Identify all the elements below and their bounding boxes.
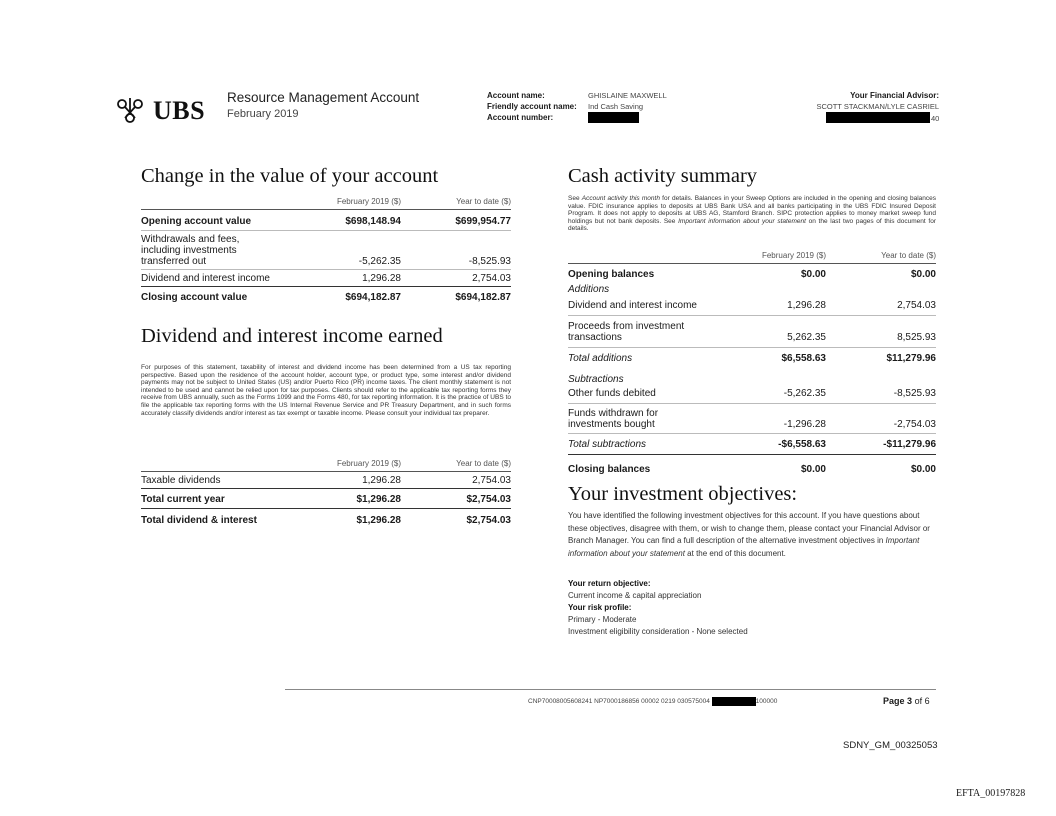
row-label: Total dividend & interest (141, 515, 257, 526)
column-header: Year to date ($) (881, 251, 936, 260)
column-header: February 2019 ($) (336, 459, 401, 468)
table-row (141, 231, 511, 270)
efta-number: EFTA_00197828 (956, 788, 1026, 799)
advisor-name: SCOTT STACKMAN/LYLE CASRIEL (816, 102, 939, 111)
row-value: 2,754.03 (472, 273, 511, 284)
row-value: -5,262.35 (358, 256, 401, 267)
ubs-keys-icon (113, 96, 147, 126)
objectives-text: You have identified the following investment objectives for this account. If you have questions about these objectives, disagree with them, or wish to change them, please contact your Financial Advisor or Branch Manager. You can find a full description of the alternative investment objectives in Important information about your statement at the end of this document. (568, 511, 930, 558)
table-row (141, 472, 511, 489)
account-name-label: Account name: (487, 91, 545, 100)
row-value: -8,525.93 (468, 256, 511, 267)
column-header: Year to date ($) (456, 459, 511, 468)
table-row (141, 489, 511, 509)
table-header (568, 248, 936, 264)
table-row (141, 210, 511, 231)
table-row: Proceeds from investment transactions 5,262.35 8,525.93 (568, 316, 936, 348)
table-row (141, 509, 511, 528)
statement-period: February 2019 (227, 108, 299, 120)
table-header (141, 456, 511, 472)
account-name-value: GHISLAINE MAXWELL (588, 91, 667, 100)
row-value: 1,296.28 (362, 273, 401, 284)
table-row: Closing balances $0.00 $0.00 (568, 464, 936, 475)
table-row: Funds withdrawn for investments bought -1,296.28 -2,754.03 (568, 404, 936, 434)
objectives-details (568, 578, 936, 638)
objectives-title: Your investment objectives: (568, 483, 798, 505)
table-row: Other funds debited -5,262.35 -8,525.93 (568, 385, 936, 404)
page-number: Page 3 of 6 (883, 696, 930, 706)
row-value: 1,296.28 (362, 475, 401, 486)
row-value: $2,754.03 (466, 515, 511, 526)
row-label: Withdrawals and fees, including investments transferred out (141, 234, 240, 267)
dividend-table (141, 456, 511, 528)
row-value: $1,296.28 (356, 515, 401, 526)
redaction-box (826, 112, 930, 123)
cash-intro: See Account activity this month for details. Balances in your Sweep Options are included in the opening and closing balances value. FDIC insurance applies to deposits at UBS Bank USA and all banks participating in the UBS FDIC Insured Deposit Program. It does not apply to deposits at UBS AG, Stamford Branch. SIPC protection applies to money market sweep fund holdings but not bank deposits. See Important information about your statement on the last two pages of this document for details. (568, 195, 937, 233)
row-value: $1,296.28 (356, 494, 401, 505)
row-value: $694,182.87 (455, 292, 511, 303)
advisor-label: Your Financial Advisor: (850, 91, 939, 100)
row-value: $699,954.77 (455, 216, 511, 227)
risk-profile-label: Your risk profile: (568, 603, 632, 612)
document-code: CNP70008005608241 NP7000186856 00002 0219 030575004 100000 (528, 698, 778, 706)
dividend-title: Dividend and interest income earned (141, 325, 443, 347)
row-label: Dividend and interest income (141, 273, 270, 284)
row-label: Taxable dividends (141, 475, 221, 486)
table-row: Total additions $6,558.63 $11,279.96 (568, 353, 936, 364)
account-title: Resource Management Account (227, 90, 420, 105)
return-objective-value: Current income & capital appreciation (568, 591, 702, 600)
change-value-table (141, 194, 511, 305)
return-objective-label: Your return objective: (568, 579, 651, 588)
advisor-suffix: 40 (931, 114, 940, 123)
row-value: 2,754.03 (472, 475, 511, 486)
bates-number: SDNY_GM_00325053 (843, 740, 938, 751)
section-label: Additions (568, 284, 610, 295)
column-header: February 2019 ($) (761, 251, 826, 260)
account-number-label: Account number: (487, 113, 554, 122)
redaction-box (588, 112, 639, 123)
cash-summary-title: Cash activity summary (568, 165, 758, 187)
tax-disclaimer: For purposes of this statement, taxability of interest and dividend income has been determined from a US tax reporting perspective. Based upon the residence of the account holder, account type, or product type, some interest and/or dividend payments may not be subject to United States (US) and/or Puerto Rico (PR) income taxes. The client monthly statement is not intended to be used and cannot be relied upon for tax purposes. Clients should refer to the applicable tax reporting forms they receive from UBS annually, such as the Forms 1099 and the Forms 480, for tax reporting information. It is the practice of UBS to file the applicable tax reporting forms with the US Internal Revenue Service and PR Treasury Department, and in such forms accurately classify dividends and/or interest as tax exempt or taxable income. Please consult your individual tax preparer. (141, 364, 511, 417)
redaction-box (712, 697, 756, 706)
friendly-name-label: Friendly account name: (487, 102, 577, 111)
eligibility-text: Investment eligibility consideration - None selected (568, 627, 748, 636)
footer-divider (285, 689, 936, 690)
cash-table (568, 248, 936, 477)
table-row (141, 287, 511, 305)
table-row: Opening balances $0.00 $0.00 (568, 269, 936, 280)
table-row: Dividend and interest income 1,296.28 2,754.03 (568, 297, 936, 316)
row-value: $694,182.87 (345, 292, 401, 303)
risk-profile-value: Primary - Moderate (568, 615, 637, 624)
column-header: Year to date ($) (456, 197, 511, 206)
row-label: Opening account value (141, 216, 252, 227)
friendly-name-value: Ind Cash Saving (588, 102, 644, 111)
row-value: $698,148.94 (345, 216, 401, 227)
logo-text: UBS (153, 96, 206, 125)
change-value-title: Change in the value of your account (141, 165, 439, 187)
table-header (141, 194, 511, 210)
row-value: $2,754.03 (466, 494, 511, 505)
table-row (141, 270, 511, 287)
table-row: Total subtractions -$6,558.63 -$11,279.96 (568, 434, 936, 455)
column-header: February 2019 ($) (336, 197, 401, 206)
row-label: Closing account value (141, 292, 248, 303)
section-label: Subtractions (568, 374, 624, 385)
row-label: Total current year (141, 494, 225, 505)
ubs-logo (113, 96, 205, 126)
